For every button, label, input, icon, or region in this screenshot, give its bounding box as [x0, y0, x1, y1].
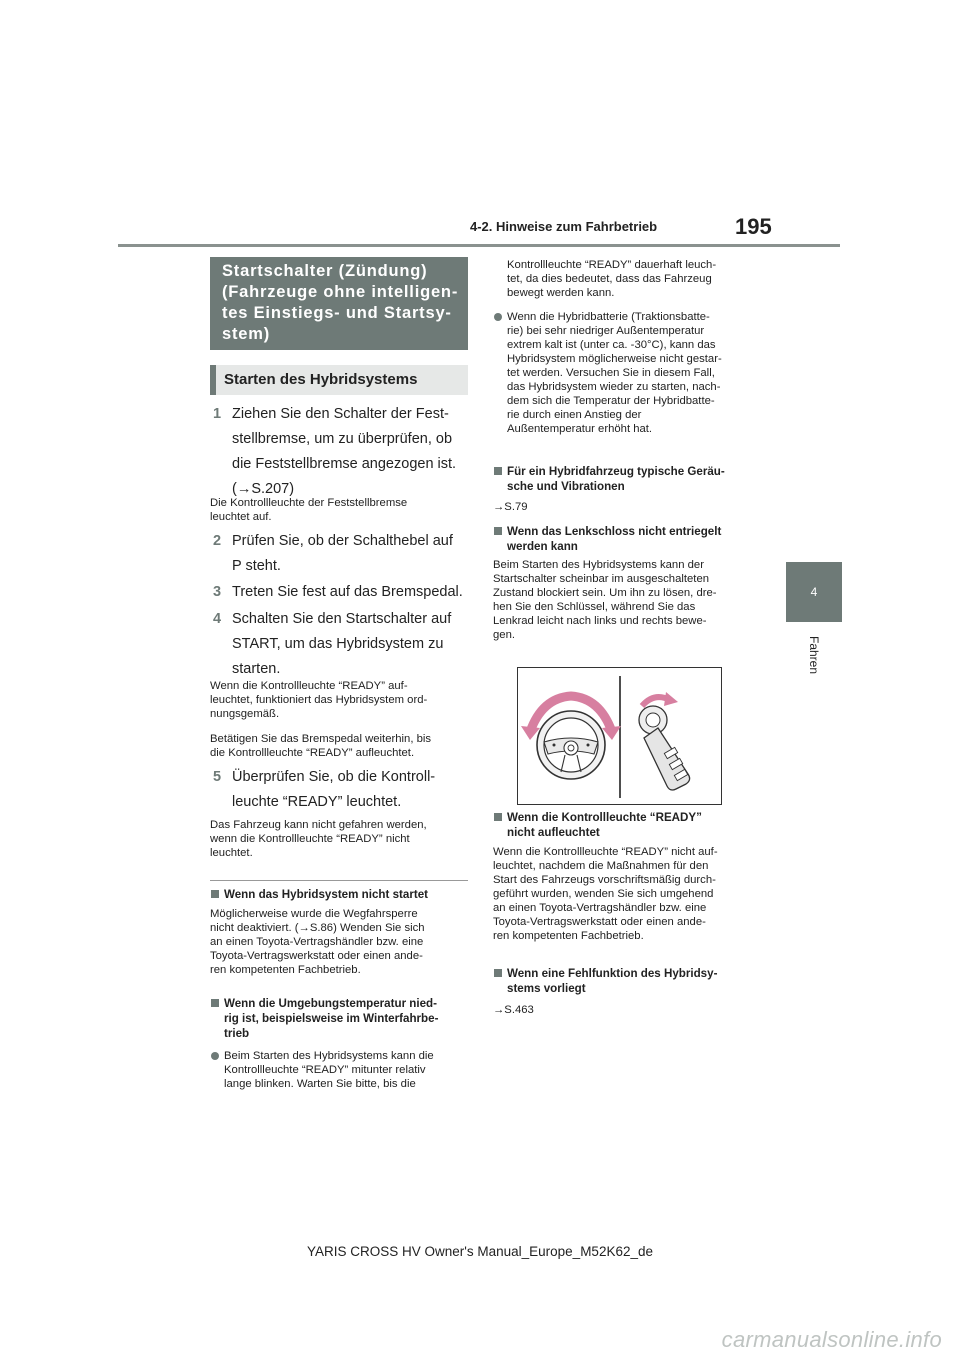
square-bullet-icon: [494, 813, 502, 821]
step-note: [210, 818, 427, 860]
step-number: 2: [213, 533, 222, 549]
heading-line: stems vorliegt: [507, 982, 586, 995]
body-line: Beim Starten des Hybridsystems kann der: [493, 559, 704, 571]
step-note: [210, 496, 407, 524]
body-line: bewegt werden kann.: [507, 287, 615, 299]
body-line: Wenn die Hybridbatterie (Traktionsbatte-: [507, 311, 710, 323]
body-line: leuchtet, nachdem die Maßnahmen für den: [493, 860, 709, 872]
step-5: [213, 766, 472, 813]
step-1: [213, 403, 472, 500]
bullet-item: [224, 1049, 434, 1091]
steering-wheel-and-key-icon: [518, 668, 721, 804]
main-title-line: tes Einstiegs- und Startsy-: [222, 304, 452, 322]
section-heading: [224, 996, 438, 1041]
body-line: ren kompetenten Fachbetrieb.: [210, 964, 361, 976]
note-line: Die Kontrollleuchte der Feststellbremse: [210, 497, 408, 509]
section-heading: [507, 524, 721, 554]
steering-wheel-icon: [537, 711, 605, 779]
square-bullet-icon: [494, 527, 502, 535]
step-text: die Feststellbremse angezogen ist.: [232, 456, 457, 472]
step-number: 1: [213, 406, 222, 422]
heading-line: Wenn das Lenkschloss nicht entriegelt: [507, 525, 722, 538]
step-text: (→S.207): [232, 481, 295, 497]
step-text: starten.: [232, 661, 281, 677]
step-number: 5: [213, 769, 222, 785]
heading-line: Für ein Hybridfahrzeug typische Geräu-: [507, 465, 725, 478]
body-line: lange blinken. Warten Sie bitte, bis die: [224, 1078, 416, 1090]
body-line: tet werden. Versuchen Sie in diesem Fall,: [507, 367, 715, 379]
step-text: Schalten Sie den Startschalter auf: [232, 611, 452, 627]
step-text: Treten Sie fest auf das Bremspedal.: [232, 584, 463, 600]
body-line: Beim Starten des Hybridsystems kann die: [224, 1050, 434, 1062]
heading-line: Wenn die Umgebungstemperatur nied-: [224, 997, 438, 1010]
main-title-line: stem): [222, 325, 271, 343]
body-line: rie durch einen Anstieg der: [507, 409, 642, 421]
step-number: 3: [213, 584, 222, 600]
continued-text: [507, 258, 716, 300]
heading-line: Wenn eine Fehlfunktion des Hybridsy-: [507, 967, 718, 980]
body-line: Möglicherweise wurde die Wegfahrsperre: [210, 908, 418, 920]
body-line: rie) bei sehr niedriger Außentemperatur: [507, 325, 705, 337]
header-rule: [118, 244, 840, 247]
footer-text: YARIS CROSS HV Owner's Manual_Europe_M52K62_de: [307, 1244, 653, 1259]
bullet-item: [507, 310, 722, 436]
watermark-logo: carmanualsonline.info: [721, 1327, 942, 1352]
heading-line: Wenn das Hybridsystem nicht startet: [224, 888, 429, 901]
note-line: Wenn die Kontrollleuchte “READY” auf-: [210, 680, 408, 692]
step-text: START, um das Hybridsystem zu: [232, 636, 444, 652]
body-line: tet, da dies bedeutet, dass das Fahrzeug: [507, 273, 712, 285]
chapter-tab: 4: [786, 562, 842, 622]
section-divider: [210, 880, 468, 881]
note-line: die Kontrollleuchte “READY” aufleuchtet.: [210, 747, 415, 759]
step-text: leuchte “READY” leuchtet.: [232, 794, 402, 810]
body-line: Hybridsystem möglicherweise nicht gestar-: [507, 353, 722, 365]
section-heading: [224, 887, 428, 902]
body-line: gen.: [493, 629, 515, 641]
step-4: [213, 608, 472, 680]
round-bullet-icon: [494, 313, 502, 321]
body-line: an einen Toyota-Vertragshändler bzw. eine: [210, 936, 424, 948]
body-line: nicht deaktiviert. (→S.86) Wenden Sie sich: [210, 922, 425, 934]
square-bullet-icon: [494, 467, 502, 475]
body-line: Lenkrad leicht nach links und rechts bewe-: [493, 615, 707, 627]
square-bullet-icon: [211, 999, 219, 1007]
section-heading: [507, 464, 725, 494]
body-line: Außentemperatur erhöht hat.: [507, 423, 653, 435]
chapter-label-text: Fahren: [807, 635, 821, 675]
body-line: hen Sie den Schlüssel, während Sie das: [493, 601, 696, 613]
note-line: wenn die Kontrollleuchte “READY” nicht: [210, 833, 410, 845]
step-note: [210, 732, 431, 760]
page-number: 195: [735, 214, 772, 239]
body-line: Start des Fahrzeugs vorschriftsmäßig durch-: [493, 874, 716, 886]
square-bullet-icon: [494, 969, 502, 977]
body-line: ren kompetenten Fachbetrieb.: [493, 930, 644, 942]
body-line: Toyota-Vertragswerkstatt oder einen ande-: [210, 950, 423, 962]
note-line: leuchtet, funktioniert das Hybridsystem ord-: [210, 694, 428, 706]
body-line: extrem kalt ist (unter ca. -30°C), kann das: [507, 339, 716, 351]
step-text: Überprüfen Sie, ob die Kontroll-: [232, 769, 436, 785]
note-line: nungsgemäß.: [210, 708, 280, 720]
heading-line: werden kann: [507, 540, 578, 553]
page-reference[interactable]: →S.79: [493, 501, 528, 513]
key-icon: [639, 706, 690, 790]
step-text: Ziehen Sie den Schalter der Fest-: [232, 406, 449, 422]
main-title-line: (Fahrzeuge ohne intelligen-: [222, 283, 459, 301]
body-line: Zustand blockiert sein. Um ihn zu lösen, dre-: [493, 587, 717, 599]
heading-line: sche und Vibrationen: [507, 480, 625, 493]
section-body: [493, 845, 718, 943]
page-reference[interactable]: →S.463: [493, 1004, 534, 1016]
round-bullet-icon: [211, 1052, 219, 1060]
step-text: stellbremse, um zu überprüfen, ob: [232, 431, 453, 447]
body-line: Kontrollleuchte “READY” dauerhaft leuch-: [507, 259, 717, 271]
heading-line: rig ist, beispielsweise im Winterfahrbe-: [224, 1012, 439, 1025]
square-bullet-icon: [211, 890, 219, 898]
step-number: 4: [213, 611, 222, 627]
heading-line: Wenn die Kontrollleuchte “READY”: [507, 811, 702, 824]
step-note: [210, 679, 427, 721]
note-line: Das Fahrzeug kann nicht gefahren werden,: [210, 819, 427, 831]
main-title-line: Startschalter (Zündung): [222, 262, 428, 280]
body-line: Kontrollleuchte “READY” mitunter relativ: [224, 1064, 426, 1076]
body-line: Toyota-Vertragswerkstatt oder einen ande-: [493, 916, 706, 928]
section-header: 4-2. Hinweise zum Fahrbetrieb: [470, 219, 658, 234]
body-line: Startschalter scheinbar im ausgeschalteten: [493, 573, 710, 585]
chapter-label: [784, 630, 844, 680]
note-line: Betätigen Sie das Bremspedal weiterhin, bis: [210, 733, 432, 745]
section-heading: [507, 810, 702, 840]
heading-line: nicht aufleuchtet: [507, 826, 600, 839]
section-body: [493, 558, 717, 642]
body-line: an einen Toyota-Vertragshändler bzw. eine: [493, 902, 707, 914]
step-text: Prüfen Sie, ob der Schalthebel auf: [232, 533, 453, 549]
section-heading: [507, 966, 717, 996]
body-line: geführt wurden, wenden Sie sich umgehend: [493, 888, 714, 900]
body-line: das Hybridsystem wieder zu starten, nach-: [507, 381, 721, 393]
body-line: dem sich die Temperatur der Hybridbatte-: [507, 395, 715, 407]
main-title: [210, 257, 468, 350]
note-line: leuchtet auf.: [210, 511, 272, 523]
step-3: [213, 581, 472, 603]
body-line: Wenn die Kontrollleuchte “READY” nicht auf-: [493, 846, 718, 858]
section-body: [210, 907, 425, 977]
heading-line: trieb: [224, 1027, 250, 1040]
steering-lock-illustration: [517, 667, 722, 805]
subtitle: Starten des Hybridsystems: [210, 365, 468, 395]
step-2: [213, 530, 472, 577]
step-text: P steht.: [232, 558, 281, 574]
note-line: leuchtet.: [210, 847, 253, 859]
